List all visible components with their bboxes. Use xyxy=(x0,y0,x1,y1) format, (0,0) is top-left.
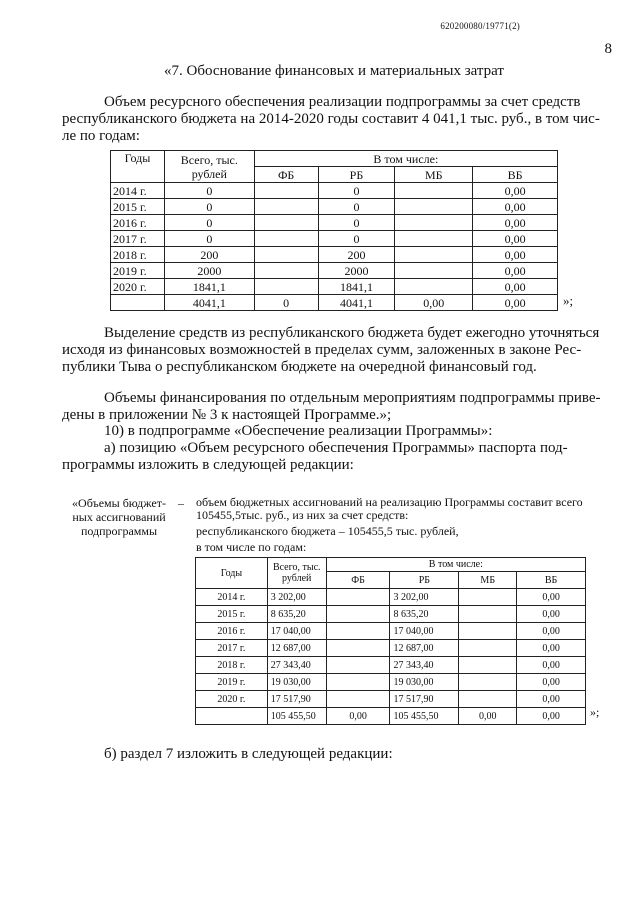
cell-total: 105 455,50 xyxy=(267,708,326,725)
cell-fb xyxy=(254,263,318,279)
header-including: В том числе: xyxy=(326,558,585,572)
cell-rb: 17 040,00 xyxy=(390,623,459,640)
cell-rb: 12 687,00 xyxy=(390,640,459,657)
header-fb: ФБ xyxy=(326,572,390,589)
cell-vb: 0,00 xyxy=(517,606,586,623)
table-total-row xyxy=(196,708,586,725)
cell-rb: 3 202,00 xyxy=(390,589,459,606)
cell-vb: 0,00 xyxy=(473,231,558,247)
cell-rb: 27 343,40 xyxy=(390,657,459,674)
cell-fb xyxy=(326,623,390,640)
cell-mb xyxy=(395,247,473,263)
cell-mb: 0,00 xyxy=(395,295,473,311)
header-total-line: Всего, тыс. xyxy=(272,562,321,573)
table-row xyxy=(196,691,586,708)
header-total xyxy=(267,558,326,589)
header-total xyxy=(164,151,254,183)
cell-year: 2016 г. xyxy=(196,623,268,640)
paragraph-line: публики Тыва о республиканском бюджете на очередной финансовый год. xyxy=(62,359,537,375)
cell-vb: 0,00 xyxy=(517,640,586,657)
cell-vb: 0,00 xyxy=(517,589,586,606)
cell-total: 1841,1 xyxy=(164,279,254,295)
cell-mb xyxy=(395,199,473,215)
header-total-line: Всего, тыс. xyxy=(180,152,238,167)
cell-year: 2016 г. xyxy=(111,215,165,231)
cell-vb: 0,00 xyxy=(473,263,558,279)
cell-year: 2020 г. xyxy=(196,691,268,708)
cell-mb xyxy=(395,183,473,199)
cell-fb xyxy=(326,589,390,606)
cell-total: 0 xyxy=(164,215,254,231)
cell-fb xyxy=(326,657,390,674)
cell-mb xyxy=(459,640,517,657)
cell-mb xyxy=(395,279,473,295)
cell-year: 2020 г. xyxy=(111,279,165,295)
table-row xyxy=(196,657,586,674)
cell-rb: 200 xyxy=(318,247,395,263)
cell-rb: 0 xyxy=(318,183,395,199)
cell-year: 2017 г. xyxy=(196,640,268,657)
cell-mb xyxy=(459,623,517,640)
header-vb: ВБ xyxy=(517,572,586,589)
cell-fb xyxy=(326,674,390,691)
financing-table-2 xyxy=(195,557,586,725)
table-row xyxy=(111,199,558,215)
table-closing-mark: »; xyxy=(590,705,600,719)
cell-rb: 19 030,00 xyxy=(390,674,459,691)
cell-fb xyxy=(254,199,318,215)
cell-year: 2017 г. xyxy=(111,231,165,247)
paragraph-line: дены в приложении № 3 к настоящей Программе.»; xyxy=(62,407,392,423)
cell-total: 3 202,00 xyxy=(267,589,326,606)
header-including: В том числе: xyxy=(254,151,557,167)
cell-total: 4041,1 xyxy=(164,295,254,311)
header-rb: РБ xyxy=(318,167,395,183)
header-total-line: рублей xyxy=(191,166,227,181)
table-total-row xyxy=(111,295,558,311)
cell-mb xyxy=(459,606,517,623)
table-row xyxy=(111,263,558,279)
cell-rb: 8 635,20 xyxy=(390,606,459,623)
cell-year: 2019 г. xyxy=(196,674,268,691)
paragraph-line: республиканского бюджета на 2014-2020 годы составит 4 041,1 тыс. руб., в том чис- xyxy=(62,111,600,127)
paragraph-line: Объемы финансирования по отдельным мероприятиям подпрограммы приве- xyxy=(104,390,601,406)
table-closing-mark: »; xyxy=(563,293,574,308)
cell-vb: 0,00 xyxy=(517,708,586,725)
cell-vb: 0,00 xyxy=(473,183,558,199)
cell-vb: 0,00 xyxy=(517,657,586,674)
document-code: 620200080/19771(2) xyxy=(440,21,520,31)
header-years: Годы xyxy=(196,558,268,589)
header-vb: ВБ xyxy=(473,167,558,183)
cell-vb: 0,00 xyxy=(473,215,558,231)
table-row xyxy=(196,674,586,691)
header-rb: РБ xyxy=(390,572,459,589)
passport-text-line: объем бюджетных ассигнований на реализацию Программы составит всего xyxy=(196,495,583,509)
cell-fb xyxy=(254,279,318,295)
table-row xyxy=(111,231,558,247)
paragraph-line: Выделение средств из республиканского бюджета будет ежегодно уточняться xyxy=(104,325,600,341)
cell-year: 2019 г. xyxy=(111,263,165,279)
header-mb: МБ xyxy=(459,572,517,589)
cell-mb xyxy=(395,231,473,247)
passport-label-line: ных ассигнований xyxy=(72,510,166,524)
cell-fb xyxy=(254,215,318,231)
table-row xyxy=(196,606,586,623)
table-row xyxy=(111,215,558,231)
passport-label xyxy=(64,496,174,538)
cell-total: 200 xyxy=(164,247,254,263)
cell-total: 8 635,20 xyxy=(267,606,326,623)
cell-vb: 0,00 xyxy=(473,279,558,295)
table-row xyxy=(196,589,586,606)
cell-fb xyxy=(326,691,390,708)
table-row xyxy=(196,623,586,640)
paragraph-line: 10) в подпрограмме «Обеспечение реализации Программы»: xyxy=(104,423,493,439)
cell-fb xyxy=(326,640,390,657)
cell-mb xyxy=(459,691,517,708)
header-total-line: рублей xyxy=(282,573,312,584)
cell-year: 2015 г. xyxy=(196,606,268,623)
passport-text-line: в том числе по годам: xyxy=(196,540,307,554)
table-row xyxy=(111,183,558,199)
cell-fb xyxy=(254,231,318,247)
cell-vb: 0,00 xyxy=(517,623,586,640)
cell-mb xyxy=(395,263,473,279)
cell-fb: 0 xyxy=(254,295,318,311)
cell-vb: 0,00 xyxy=(473,295,558,311)
cell-rb: 17 517,90 xyxy=(390,691,459,708)
cell-total: 17 040,00 xyxy=(267,623,326,640)
paragraph-line: а) позицию «Объем ресурсного обеспечения Программы» паспорта под- xyxy=(104,440,568,456)
header-mb: МБ xyxy=(395,167,473,183)
cell-year xyxy=(196,708,268,725)
passport-text-line: 105455,5тыс. руб., из них за счет средств: xyxy=(196,508,409,522)
table-row xyxy=(111,247,558,263)
cell-vb: 0,00 xyxy=(473,199,558,215)
cell-fb: 0,00 xyxy=(326,708,390,725)
cell-year xyxy=(111,295,165,311)
cell-total: 0 xyxy=(164,183,254,199)
cell-total: 27 343,40 xyxy=(267,657,326,674)
financing-table-1 xyxy=(110,150,558,311)
cell-year: 2018 г. xyxy=(196,657,268,674)
table-row xyxy=(111,279,558,295)
cell-rb: 0 xyxy=(318,215,395,231)
paragraph-line: Объем ресурсного обеспечения реализации подпрограммы за счет средств xyxy=(104,94,581,110)
cell-mb xyxy=(395,215,473,231)
cell-total: 0 xyxy=(164,231,254,247)
paragraph-line: исходя из финансовых возможностей в пределах сумм, заложенных в законе Рес- xyxy=(62,342,582,358)
passport-label-line: «Объемы бюджет- xyxy=(72,496,166,510)
cell-mb xyxy=(459,657,517,674)
cell-rb: 0 xyxy=(318,199,395,215)
cell-rb: 2000 xyxy=(318,263,395,279)
paragraph-line: ле по годам: xyxy=(62,128,140,144)
cell-total: 0 xyxy=(164,199,254,215)
cell-rb: 0 xyxy=(318,231,395,247)
cell-vb: 0,00 xyxy=(517,691,586,708)
cell-vb: 0,00 xyxy=(473,247,558,263)
cell-total: 17 517,90 xyxy=(267,691,326,708)
cell-mb: 0,00 xyxy=(459,708,517,725)
cell-mb xyxy=(459,674,517,691)
cell-total: 2000 xyxy=(164,263,254,279)
cell-rb: 4041,1 xyxy=(318,295,395,311)
section-title: «7. Обоснование финансовых и материальных затрат xyxy=(164,63,504,79)
cell-year: 2014 г. xyxy=(196,589,268,606)
cell-year: 2014 г. xyxy=(111,183,165,199)
header-years: Годы xyxy=(111,151,165,183)
passport-dash: – xyxy=(178,496,184,510)
cell-fb xyxy=(326,606,390,623)
passport-text-line: республиканского бюджета – 105455,5 тыс. рублей, xyxy=(196,524,459,538)
cell-total: 12 687,00 xyxy=(267,640,326,657)
cell-year: 2018 г. xyxy=(111,247,165,263)
paragraph-line: б) раздел 7 изложить в следующей редакции: xyxy=(104,746,393,762)
table-row xyxy=(196,640,586,657)
cell-rb: 105 455,50 xyxy=(390,708,459,725)
cell-fb xyxy=(254,183,318,199)
cell-total: 19 030,00 xyxy=(267,674,326,691)
page-number: 8 xyxy=(604,41,612,57)
cell-rb: 1841,1 xyxy=(318,279,395,295)
cell-mb xyxy=(459,589,517,606)
header-fb: ФБ xyxy=(254,167,318,183)
cell-fb xyxy=(254,247,318,263)
cell-year: 2015 г. xyxy=(111,199,165,215)
cell-vb: 0,00 xyxy=(517,674,586,691)
passport-label-line: подпрограммы xyxy=(80,524,158,538)
paragraph-line: программы изложить в следующей редакции: xyxy=(62,457,354,473)
